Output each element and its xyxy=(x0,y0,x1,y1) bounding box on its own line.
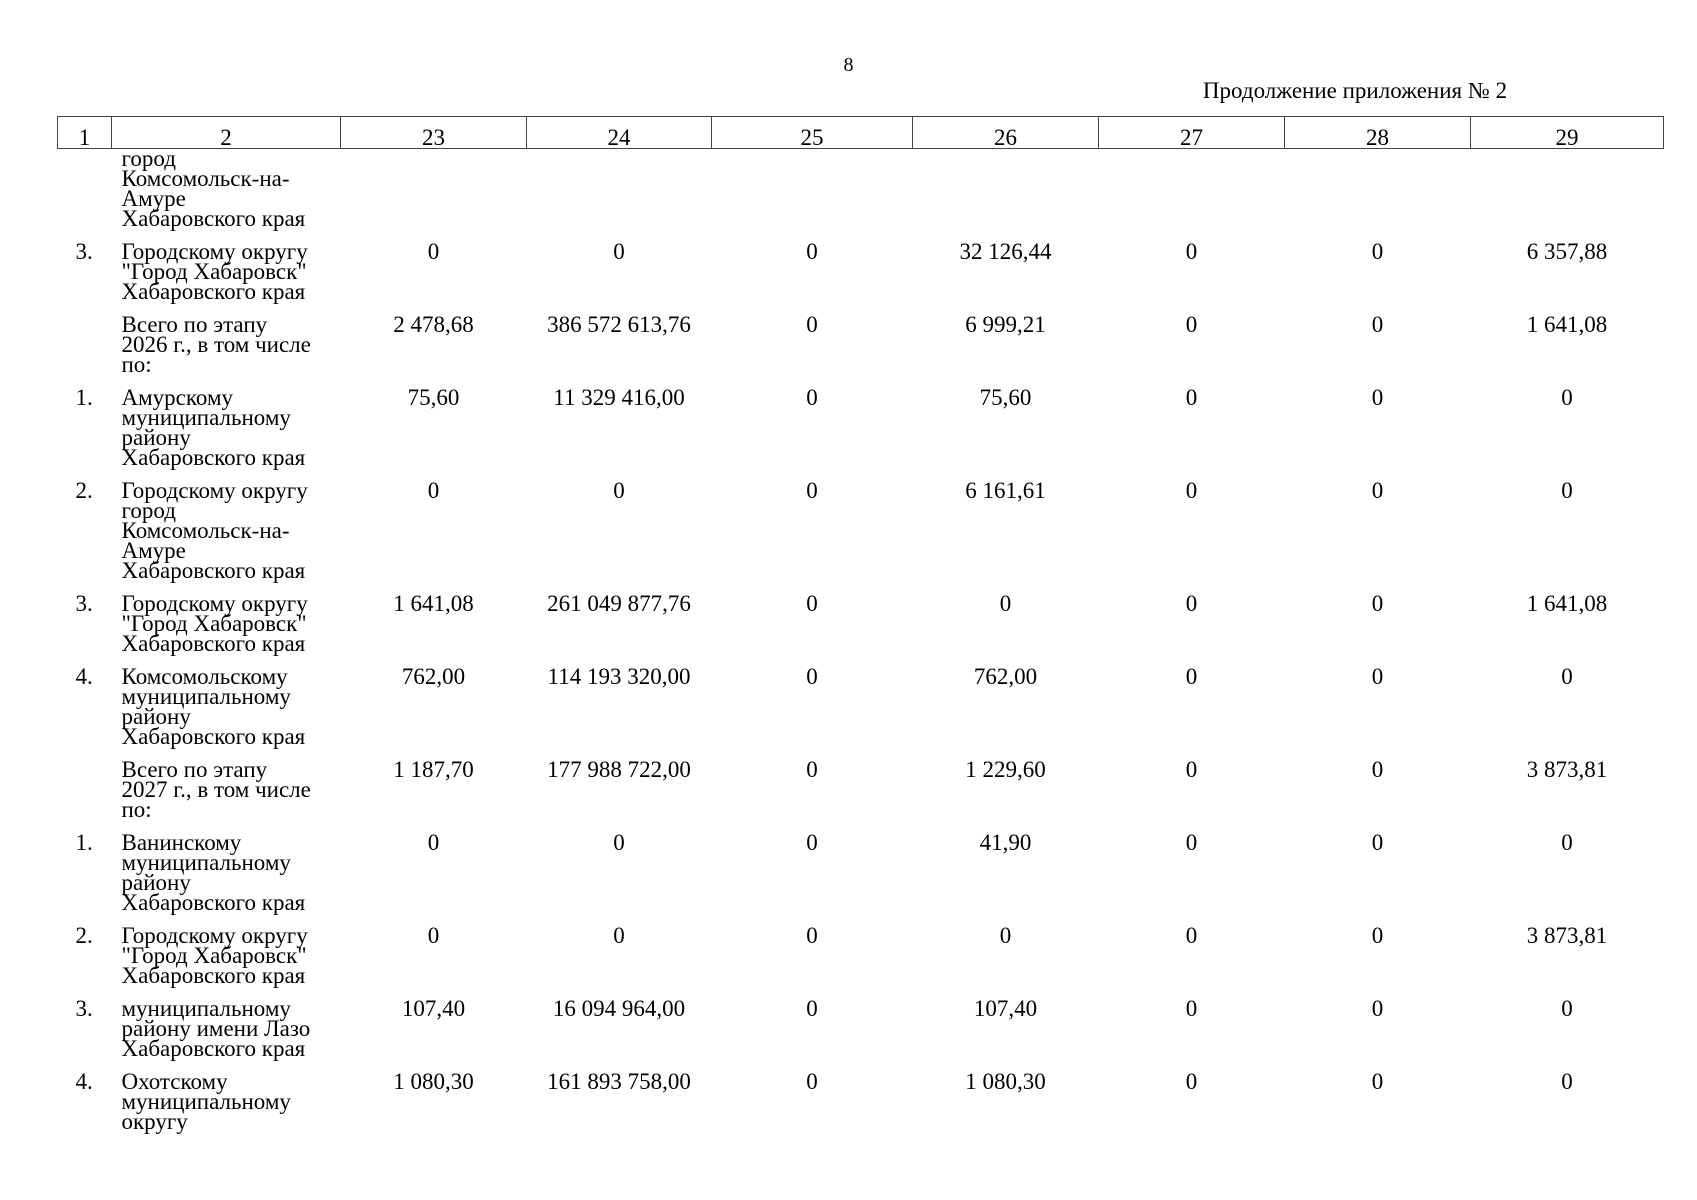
value-cell: 0 xyxy=(427,239,440,264)
value-cell: 0 xyxy=(1185,385,1198,410)
value-cell: 0 xyxy=(806,1069,818,1094)
row-spacer xyxy=(58,820,1664,833)
table-body xyxy=(58,146,1664,1134)
value-cell: 161 893 758,00 xyxy=(547,1069,691,1094)
value-cell: 177 988 722,00 xyxy=(547,757,691,782)
table-row xyxy=(58,242,1664,302)
value-cell: 3 873,81 xyxy=(1526,923,1608,948)
value-cell: 386 572 613,76 xyxy=(547,312,691,337)
value-cell: 0 xyxy=(1371,996,1384,1021)
value-cell: 261 049 877,76 xyxy=(547,591,691,616)
value-cell: 0 xyxy=(613,830,625,855)
value-cell: 0 xyxy=(806,478,818,503)
row-number: 1. xyxy=(75,830,93,855)
value-cell: 0 xyxy=(613,239,625,264)
column-header: 29 xyxy=(1471,117,1664,149)
value-cell: 0 xyxy=(806,239,818,264)
column-header: 24 xyxy=(527,117,712,149)
recipient-name: Городскому округу "Город Хабаровск" Хабаровского края xyxy=(121,591,308,656)
row-number xyxy=(58,149,112,230)
value-cell: 0 xyxy=(1185,1069,1198,1094)
value-cell xyxy=(341,149,527,230)
column-header: 28 xyxy=(1285,117,1471,149)
header-row xyxy=(58,117,1664,149)
value-cell: 6 999,21 xyxy=(965,312,1046,337)
value-cell xyxy=(913,149,1099,230)
value-cell: 762,00 xyxy=(973,664,1038,689)
row-number: 2. xyxy=(75,923,93,948)
recipient-name: Ванинскому муниципальному району Хабаровского края xyxy=(121,830,306,915)
value-cell: 0 xyxy=(806,830,818,855)
value-cell: 0 xyxy=(1561,996,1573,1021)
value-cell: 0 xyxy=(1561,478,1573,503)
page-number: 8 xyxy=(843,54,854,76)
value-cell: 41,90 xyxy=(979,830,1032,855)
value-cell: 0 xyxy=(1561,664,1573,689)
value-cell: 0 xyxy=(1371,591,1384,616)
row-number xyxy=(58,760,112,820)
column-header: 1 xyxy=(58,117,112,149)
table-row xyxy=(58,926,1664,986)
table-row xyxy=(58,594,1664,654)
value-cell: 0 xyxy=(806,385,818,410)
table-row xyxy=(58,388,1664,468)
continuation-caption: Продолжение приложения № 2 xyxy=(1202,78,1508,103)
value-cell: 32 126,44 xyxy=(959,239,1052,264)
value-cell: 0 xyxy=(1561,385,1573,410)
table-row xyxy=(58,760,1664,820)
value-cell xyxy=(1471,149,1664,230)
value-cell xyxy=(1099,149,1285,230)
table-row xyxy=(58,481,1664,581)
row-number: 4. xyxy=(75,664,93,689)
value-cell: 1 080,30 xyxy=(965,1069,1046,1094)
value-cell: 0 xyxy=(1185,312,1198,337)
appendix-table xyxy=(57,116,1664,1132)
value-cell: 6 357,88 xyxy=(1526,239,1608,264)
column-header: 25 xyxy=(712,117,913,149)
column-header: 27 xyxy=(1099,117,1285,149)
value-cell: 0 xyxy=(1185,923,1198,948)
value-cell: 0 xyxy=(1185,478,1198,503)
value-cell: 11 329 416,00 xyxy=(553,385,685,410)
value-cell: 0 xyxy=(1371,923,1384,948)
row-number: 3. xyxy=(75,591,93,616)
column-header: 23 xyxy=(341,117,527,149)
value-cell: 75,60 xyxy=(407,385,460,410)
row-number xyxy=(58,315,112,375)
value-cell: 0 xyxy=(1185,664,1198,689)
row-number: 2. xyxy=(75,478,93,503)
value-cell: 0 xyxy=(1371,830,1384,855)
value-cell xyxy=(1285,149,1471,230)
value-cell: 1 641,08 xyxy=(1526,591,1608,616)
value-cell: 6 161,61 xyxy=(965,478,1046,503)
value-cell: 1 229,60 xyxy=(965,757,1046,782)
value-cell: 0 xyxy=(1371,664,1384,689)
value-cell: 0 xyxy=(999,591,1012,616)
value-cell: 75,60 xyxy=(979,385,1032,410)
value-cell: 0 xyxy=(1371,385,1384,410)
value-cell: 0 xyxy=(806,923,818,948)
value-cell: 107,40 xyxy=(973,996,1038,1021)
table-row xyxy=(58,149,1664,230)
recipient-name: Городскому округу "Город Хабаровск" Хабаровского края xyxy=(121,239,308,304)
value-cell: 0 xyxy=(1371,239,1384,264)
value-cell: 0 xyxy=(1185,996,1198,1021)
recipient-name: Охотскому муниципальному округу xyxy=(121,1069,291,1134)
recipient-name: Городскому округу город Комсомольск-на- Амуре Хабаровского края xyxy=(121,478,308,583)
value-cell: 0 xyxy=(1185,830,1198,855)
value-cell: 16 094 964,00 xyxy=(552,996,686,1021)
value-cell: 114 193 320,00 xyxy=(547,664,691,689)
value-cell: 1 641,08 xyxy=(393,591,474,616)
recipient-name: Комсомольскому муниципальному району Хабаровского края xyxy=(121,664,306,749)
value-cell: 0 xyxy=(1185,757,1198,782)
value-cell: 0 xyxy=(427,923,440,948)
table-row xyxy=(58,1072,1664,1132)
value-cell: 0 xyxy=(613,478,625,503)
value-cell: 107,40 xyxy=(401,996,466,1021)
recipient-name: Всего по этапу 2026 г., в том числе по: xyxy=(121,312,311,377)
value-cell: 0 xyxy=(999,923,1012,948)
row-number: 4. xyxy=(75,1069,93,1094)
row-number: 3. xyxy=(75,996,93,1021)
value-cell: 0 xyxy=(1371,478,1384,503)
table-row xyxy=(58,315,1664,375)
value-cell xyxy=(712,149,913,230)
table-row xyxy=(58,833,1664,913)
value-cell: 0 xyxy=(806,664,818,689)
value-cell: 0 xyxy=(806,312,818,337)
value-cell: 1 641,08 xyxy=(1526,312,1608,337)
value-cell: 0 xyxy=(613,923,625,948)
value-cell: 1 187,70 xyxy=(393,757,474,782)
value-cell: 0 xyxy=(427,478,440,503)
row-number: 3. xyxy=(75,239,93,264)
value-cell: 0 xyxy=(1371,1069,1384,1094)
recipient-name: Городскому округу "Город Хабаровск" Хабаровского края xyxy=(121,923,308,988)
value-cell: 0 xyxy=(806,757,818,782)
value-cell: 0 xyxy=(1185,591,1198,616)
value-cell: 0 xyxy=(806,996,818,1021)
value-cell: 2 478,68 xyxy=(393,312,474,337)
value-cell: 0 xyxy=(1561,1069,1573,1094)
value-cell: 3 873,81 xyxy=(1526,757,1608,782)
recipient-name: муниципальному району имени Лазо Хабаровского края xyxy=(121,996,311,1061)
row-spacer xyxy=(58,375,1664,388)
recipient-name: Амурскому муниципальному району Хабаровского края xyxy=(121,385,306,470)
table-row xyxy=(58,667,1664,747)
value-cell: 0 xyxy=(1561,830,1573,855)
value-cell: 0 xyxy=(1371,757,1384,782)
value-cell: 762,00 xyxy=(401,664,466,689)
recipient-name: город Комсомольск-на- Амуре Хабаровского края xyxy=(121,146,306,231)
value-cell: 0 xyxy=(1371,312,1384,337)
value-cell: 0 xyxy=(806,591,818,616)
table-row xyxy=(58,999,1664,1059)
column-header: 26 xyxy=(913,117,1099,149)
row-number: 1. xyxy=(75,385,93,410)
value-cell: 1 080,30 xyxy=(393,1069,474,1094)
value-cell: 0 xyxy=(1185,239,1198,264)
recipient-name: Всего по этапу 2027 г., в том числе по: xyxy=(121,757,311,822)
column-header: 2 xyxy=(112,117,341,149)
value-cell: 0 xyxy=(427,830,440,855)
value-cell xyxy=(527,149,712,230)
